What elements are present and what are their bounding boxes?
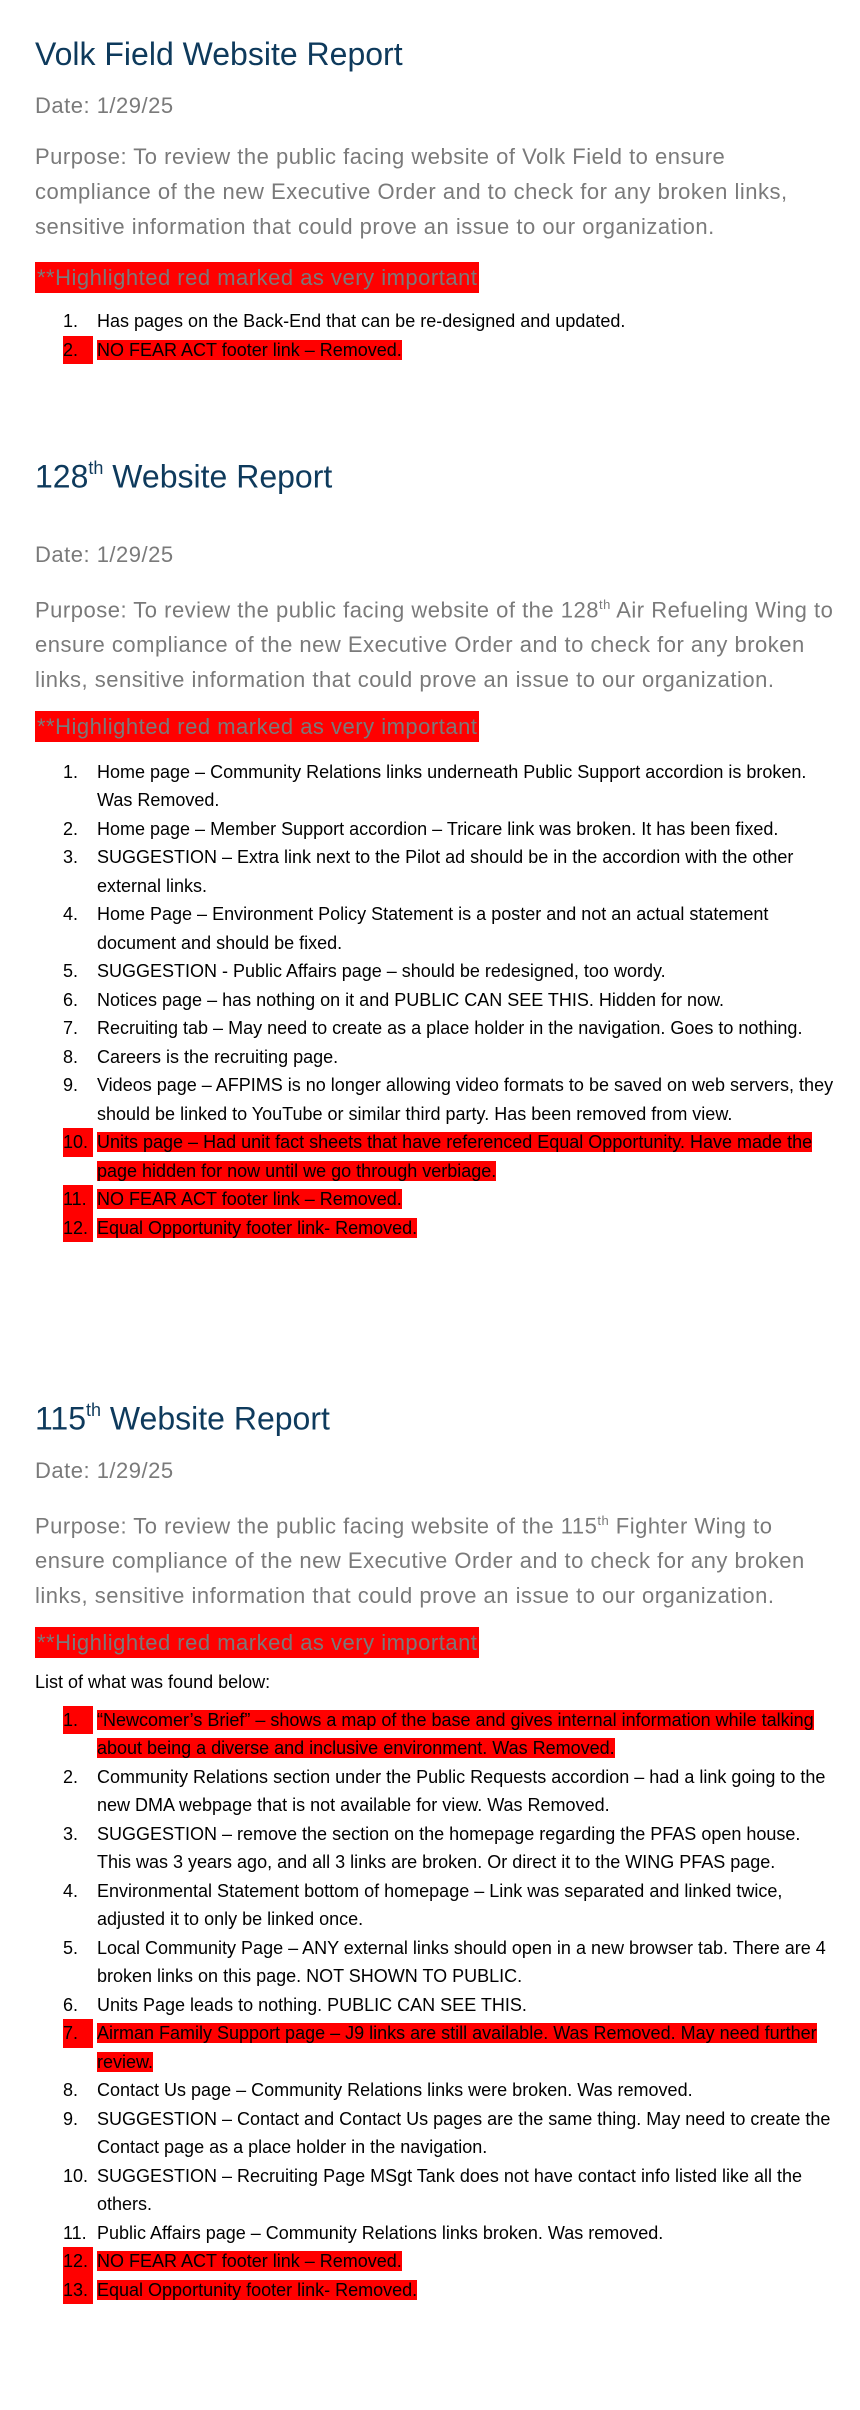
list-item (35, 758, 835, 815)
list-item (35, 2276, 835, 2305)
list-item (35, 815, 835, 844)
list-item-number: 7. (63, 1018, 79, 1039)
list-item (35, 957, 835, 986)
list-item-number: 11. (63, 1185, 93, 1214)
list-item-text: SUGGESTION – Contact and Contact Us pages are the same thing. May need to create the Contact page as a place holder in the navigation. (97, 2108, 831, 2158)
volk-report-purpose: Purpose: To review the public facing website of Volk Field to ensure compliance of the new Executive Order and to check for any broken links, sensitive information that could prove an issue to our organization. (35, 144, 788, 239)
list-item (35, 1820, 835, 1877)
list-item-number: 8. (63, 2080, 79, 2101)
list-item-text: Public Affairs page – Community Relations links broken. Was removed. (97, 2222, 664, 2243)
list-item (35, 1763, 835, 1820)
list-item-text: Notices page – has nothing on it and PUBLIC CAN SEE THIS. Hidden for now. (97, 989, 725, 1010)
list-item-text: NO FEAR ACT footer link – Removed. (97, 339, 402, 360)
w128-important-note: **Highlighted red marked as very important (35, 711, 479, 742)
list-item-number: 7. (63, 2019, 93, 2048)
list-item-text: Environmental Statement bottom of homepage – Link was separated and linked twice, adjusted it to only be linked once. (97, 1880, 783, 1930)
w115-findings-list (35, 1706, 835, 2305)
list-item-text: SUGGESTION – Recruiting Page MSgt Tank does not have contact info listed like all the others. (97, 2165, 803, 2215)
list-item-text: NO FEAR ACT footer link – Removed. (97, 2251, 402, 2272)
list-item-text: Home page – Community Relations links underneath Public Support accordion is broken. Was Removed. (97, 761, 807, 811)
list-item (35, 843, 835, 900)
list-item-text: Units page – Had unit fact sheets that have referenced Equal Opportunity. Have made the page hidden for now until we go through verbiage. (97, 1132, 813, 1181)
list-item (35, 307, 835, 336)
volk-report-title: Volk Field Website Report (35, 36, 403, 72)
list-item-text: “Newcomer’s Brief” – shows a map of the base and gives internal information while talking about being a diverse and inclusive environment. Was Removed. (97, 1709, 814, 1759)
list-item-number: 1. (63, 1706, 93, 1735)
w115-report-purpose: Purpose: To review the public facing website of the 115th Fighter Wing to ensure compliance of the new Executive Order and to check for any broken links, sensitive information that could prove an issue to our organization. (35, 1512, 805, 1608)
list-item-number: 2. (63, 818, 79, 839)
list-item (35, 1934, 835, 1991)
list-item-text: Units Page leads to nothing. PUBLIC CAN SEE THIS. (97, 1994, 527, 2015)
list-item (35, 2219, 835, 2248)
list-item (35, 1071, 835, 1128)
list-item (35, 2076, 835, 2105)
list-item (35, 2162, 835, 2219)
list-item-text: SUGGESTION - Public Affairs page – should be redesigned, too wordy. (97, 961, 666, 982)
list-item-text: Local Community Page – ANY external links should open in a new browser tab. There are 4 broken links on this page. NOT SHOWN TO PUBLIC. (97, 1937, 826, 1987)
list-item (35, 1877, 835, 1934)
list-item (35, 1706, 835, 1763)
w115-report-section (35, 1392, 835, 2304)
list-item-number: 9. (63, 1075, 79, 1096)
volk-important-note: **Highlighted red marked as very important (35, 262, 479, 293)
list-item-text: SUGGESTION – Extra link next to the Pilot ad should be in the accordion with the other external links. (97, 847, 794, 896)
list-item-number: 3. (63, 847, 79, 868)
list-item-number: 6. (63, 989, 79, 1010)
w115-report-title: 115th Website Report (35, 1400, 330, 1437)
list-item-number: 4. (63, 904, 79, 925)
list-item (35, 2105, 835, 2162)
volk-findings-list (35, 307, 835, 364)
list-item-text: Community Relations section under the Public Requests accordion – had a link going to the new DMA webpage that is not available for view. Was Removed. (97, 1766, 826, 1816)
list-item-number: 2. (63, 336, 93, 365)
list-item-number: 10. (63, 1128, 93, 1157)
w128-findings-list (35, 758, 835, 1243)
list-item-number: 9. (63, 2108, 79, 2129)
list-item-text: Airman Family Support page – J9 links are still available. Was Removed. May need further review. (97, 2023, 817, 2072)
list-item-number: 6. (63, 1994, 79, 2015)
list-item-text: Equal Opportunity footer link- Removed. (97, 1217, 418, 1238)
list-item (35, 900, 835, 957)
list-item (35, 1214, 835, 1243)
list-item-number: 12. (63, 1214, 93, 1243)
list-item-text: Home page – Member Support accordion – Tricare link was broken. It has been fixed. (97, 818, 779, 839)
list-item-number: 8. (63, 1046, 79, 1067)
list-item-number: 13. (63, 2276, 93, 2305)
list-item-text: Careers is the recruiting page. (97, 1046, 339, 1067)
list-item-number: 12. (63, 2247, 93, 2276)
list-item-number: 5. (63, 1937, 79, 1958)
list-item-number: 3. (63, 1823, 79, 1844)
list-item (35, 1185, 835, 1214)
list-item-text: Equal Opportunity footer link- Removed. (97, 2279, 418, 2300)
volk-report-section (35, 34, 835, 364)
w128-report-section (35, 450, 835, 1242)
list-item-text: Recruiting tab – May need to create as a place holder in the navigation. Goes to nothing. (97, 1018, 803, 1039)
list-item (35, 986, 835, 1015)
w115-report-date: Date: 1/29/25 (35, 1457, 174, 1483)
w128-report-title: 128th Website Report (35, 458, 333, 495)
list-item-text: Has pages on the Back-End that can be re-designed and updated. (97, 311, 626, 331)
w115-list-intro: List of what was found below: (35, 1671, 271, 1692)
list-item-number: 11. (63, 2222, 87, 2243)
list-item (35, 336, 835, 365)
list-item-text: Home Page – Environment Policy Statement is a poster and not an actual statement document and should be fixed. (97, 904, 769, 953)
list-item-text: Videos page – AFPIMS is no longer allowing video formats to be saved on web servers, they should be linked to YouTube or similar third party. Has been removed from view. (97, 1075, 834, 1124)
list-item-number: 5. (63, 961, 79, 982)
w115-important-note: **Highlighted red marked as very important (35, 1627, 479, 1658)
list-item (35, 2247, 835, 2276)
list-item (35, 1014, 835, 1043)
list-item (35, 2019, 835, 2076)
list-item-number: 2. (63, 1766, 79, 1787)
w128-report-purpose: Purpose: To review the public facing website of the 128th Air Refueling Wing to ensure compliance of the new Executive Order and to check for any broken links, sensitive information that could prove an issue to our organization. (35, 596, 834, 692)
list-item-number: 10. (63, 2165, 89, 2186)
list-item-number: 1. (63, 761, 79, 782)
list-item-text: SUGGESTION – remove the section on the homepage regarding the PFAS open house. This was 3 years ago, and all 3 links are broken. Or direct it to the WING PFAS page. (97, 1823, 801, 1873)
list-item-number: 4. (63, 1880, 79, 1901)
list-item (35, 1043, 835, 1072)
list-item-number: 1. (63, 311, 79, 331)
list-item-text: NO FEAR ACT footer link – Removed. (97, 1189, 402, 1210)
list-item-text: Contact Us page – Community Relations links were broken. Was removed. (97, 2080, 693, 2101)
w128-report-date: Date: 1/29/25 (35, 541, 174, 567)
list-item (35, 1128, 835, 1185)
list-item (35, 1991, 835, 2020)
volk-report-date: Date: 1/29/25 (35, 93, 174, 118)
